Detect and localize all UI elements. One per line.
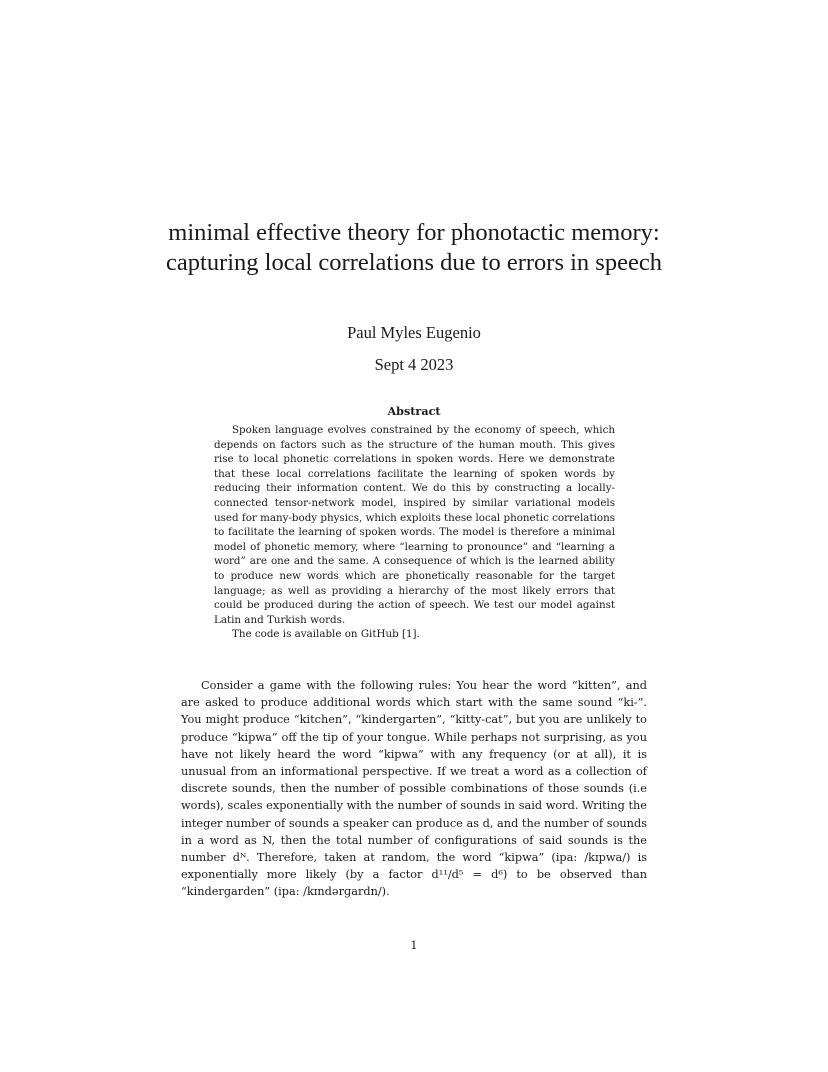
publication-date: Sept 4 2023 (374, 355, 454, 374)
abstract-heading: Abstract (387, 404, 441, 418)
paper-title: minimal effective theory for phonotactic memory: capturing local correlations due to errors in speech (166, 219, 662, 276)
body-text (181, 677, 647, 901)
page-number: 1 (410, 939, 418, 952)
abstract-paragraph: Spoken language evolves constrained by the economy of speech, which depends on factors such as the structure of the human mouth. This gives rise to local phonetic correlations in spoken words. Here we demonstrate that these local correlations facilitate the learning of spoken words by reducing their information content. We do this by constructing a locally-connected tensor-network model, inspired by similar variational models used for many-body physics, which exploits these local phonetic correlations to facilitate the learning of spoken words. The model is therefore a minimal model of phonetic memory, where “learning to pronounce” and “learning a word” are one and the same. A consequence of which is the learned ability to produce new words which are phonetically reasonable for the target language; as well as providing a hierarchy of the most likely errors that could be produced during the action of speech. We test our model against Latin and Turkish words. (214, 424, 615, 626)
author-name: Paul Myles Eugenio (347, 323, 481, 342)
abstract-code-note: The code is available on GitHub [1]. (232, 628, 420, 641)
abstract-block (214, 423, 615, 642)
body-paragraph: Consider a game with the following rules: You hear the word “kitten”, and are asked to produce additional words which start with the same sound “ki-”. You might produce “kitchen”, “kindergarten”, “kitty-cat”, but you are unlikely to produce “kipwa” off the tip of your tongue. While perhaps not surprising, as you have not likely heard the word “kipwa” with any frequency (or at all), it is unusual from an informational perspective. If we treat a word as a collection of discrete sounds, then the number of possible combinations of those sounds (i.e words), scales exponentially with the number of sounds in said word. Writing the integer number of sounds a speaker can produce as d, and the number of sounds in a word as N, then the total number of configurations of said sounds is the number dᴺ. Therefore, taken at random, the word “kipwa” (ipa: /kɪpwa/) is exponentially more likely (by a factor d¹¹/d⁵ = d⁶) to be observed than “kindergarden” (ipa: /kɪndərɡardn/). (181, 679, 647, 899)
